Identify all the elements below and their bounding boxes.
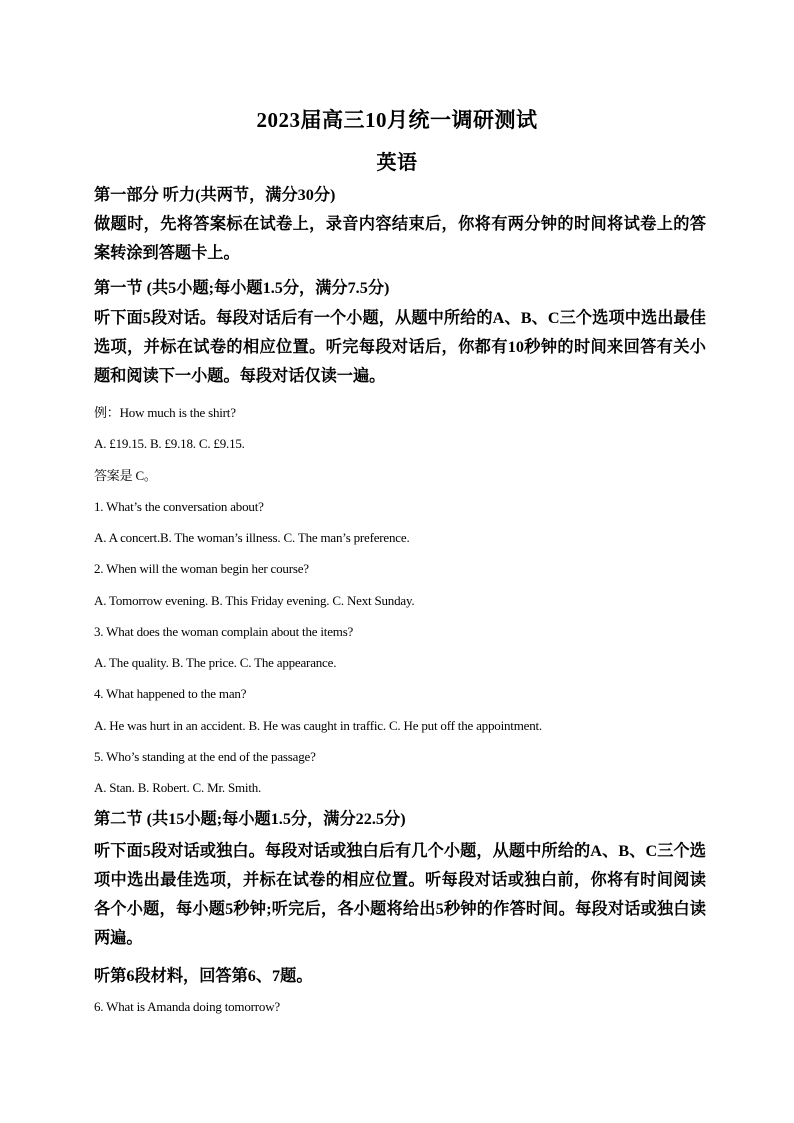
example-options: A. £19.15. B. £9.18. C. £9.15.	[94, 436, 245, 451]
question-options: A. The quality. B. The price. C. The appearance.	[94, 655, 337, 670]
question-text: 4. What happened to the man?	[94, 686, 247, 701]
question-text: 2. When will the woman begin her course?	[94, 561, 309, 576]
example-answer: 答案是 C。	[94, 468, 157, 483]
question-text: 3. What does the woman complain about the items?	[94, 624, 354, 639]
section1-header: 第一节 (共5小题;每小题1.5分，满分7.5分)	[94, 279, 390, 297]
question-text: 1. What’s the conversation about?	[94, 499, 264, 514]
question-text: 5. Who’s standing at the end of the passage?	[94, 749, 316, 764]
question-options: A. Tomorrow evening. B. This Friday evening. C. Next Sunday.	[94, 593, 415, 608]
section2-header: 第二节 (共15小题;每小题1.5分，满分22.5分)	[94, 810, 406, 828]
question-text: 6. What is Amanda doing tomorrow?	[94, 999, 280, 1014]
subject-title: 英语	[376, 152, 418, 174]
section2-instructions: 听下面5段对话或独白。每段对话或独白后有几个小题，从题中所给的A、B、C三个选项中选出最佳选项，并标在试卷的相应位置。听每段对话或独白前，你将有时间阅读各个小题，每小题5秒钟;听完后，各小题将给出5秒钟的作答时间。每段对话或独白读两遍。	[94, 842, 706, 947]
part1-instructions: 做题时，先将答案标在试卷上，录音内容结束后，你将有两分钟的时间将试卷上的答案转涂到答题卡上。	[94, 215, 706, 262]
question-options: A. A concert.B. The woman’s illness. C. The man’s preference.	[94, 530, 410, 545]
question-options: A. He was hurt in an accident. B. He was caught in traffic. C. He put off the appointment.	[94, 718, 542, 733]
material6-header: 听第6段材料，回答第6、7题。	[94, 967, 313, 985]
exam-title: 2023届高三10月统一调研测试	[256, 108, 538, 132]
section1-instructions: 听下面5段对话。每段对话后有一个小题，从题中所给的A、B、C三个选项中选出最佳选项，并标在试卷的相应位置。听完每段对话后，你都有10秒钟的时间来回答有关小题和阅读下一小题。每段对话仅读一遍。	[94, 309, 706, 385]
part1-header: 第一部分 听力(共两节，满分30分)	[94, 186, 336, 204]
question-options: A. Stan. B. Robert. C. Mr. Smith.	[94, 780, 262, 795]
example-question: 例：How much is the shirt?	[94, 405, 236, 420]
